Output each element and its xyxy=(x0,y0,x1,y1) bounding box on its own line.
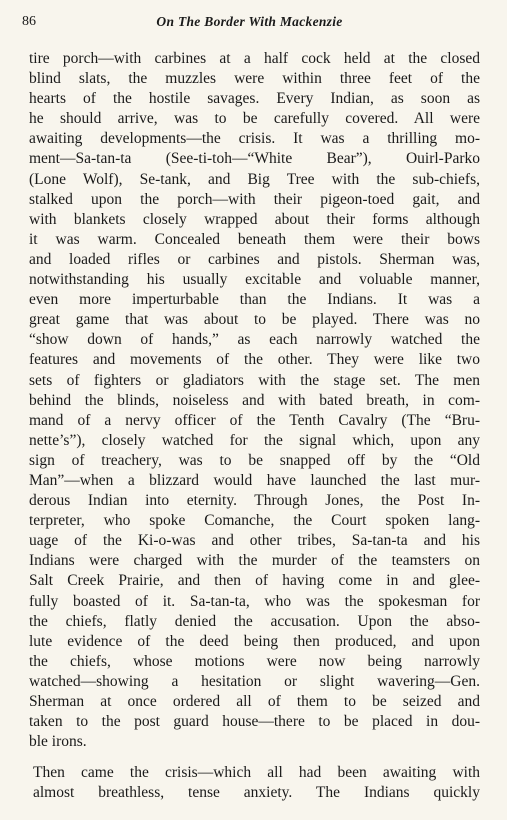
text-line: ment—Sa-tan-ta (See-ti-toh—“White Bear”), Ouirl-Parko xyxy=(29,150,480,168)
text-line: blind slats, the muzzles were within three feet of the xyxy=(29,70,480,88)
text-line: sign of treachery, was to be snapped off by the “Old xyxy=(29,451,480,469)
text-line: (Lone Wolf), Se-tank, and Big Tree with the sub-chiefs, xyxy=(29,170,480,188)
text-line: tire porch—with carbines at a half cock held at the closed xyxy=(29,50,480,67)
page-header xyxy=(22,14,477,34)
text-line: Then came the crisis—which all had been awaiting with xyxy=(33,764,480,782)
text-line: awaiting developments—the crisis. It was a thrilling mo- xyxy=(29,130,480,148)
text-line: Sherman at once ordered all of them to be seized and xyxy=(29,693,480,710)
text-line: Man”—when a blizzard would have launched the last mur- xyxy=(29,471,480,489)
text-line: fully boasted of it. Sa-tan-ta, who was the spokesman for xyxy=(29,592,480,610)
text-line: terpreter, who spoke Comanche, the Court spoken lang- xyxy=(29,512,480,530)
text-line: features and movements of the other. They were like two xyxy=(29,351,480,369)
text-line: with blankets closely wrapped about their forms although xyxy=(29,210,480,228)
text-line: great game that was about to be played. There was no xyxy=(29,311,480,329)
text-line: lute evidence of the deed being then produced, and upon xyxy=(29,632,480,650)
text-line: Indians were charged with the murder of the teamsters on xyxy=(29,552,480,570)
text-line: hearts of the hostile savages. Every Indian, as soon as xyxy=(29,90,480,108)
text-line: it was warm. Concealed beneath them were their bows xyxy=(29,230,480,248)
text-line: and loaded rifles or carbines and pistols. Sherman was, xyxy=(29,250,480,268)
text-line: watched—showing a hesitation or slight wavering—Gen. xyxy=(29,672,480,690)
text-line: mand of a nervy officer of the Tenth Cavalry (The “Bru- xyxy=(29,411,480,429)
text-line: he should arrive, was to be carefully covered. All were xyxy=(29,110,480,128)
text-line: taken to the post guard house—there to be placed in dou- xyxy=(29,713,480,731)
text-line: behind the blinds, noiseless and with bated breath, in com- xyxy=(29,391,480,409)
paragraph-2 xyxy=(29,763,480,803)
text-line: ble irons. xyxy=(29,733,87,751)
text-line: the chiefs, whose motions were now being narrowly xyxy=(29,652,480,670)
text-line: the chiefs, flatly denied the accusation. Upon the abso- xyxy=(29,612,480,630)
running-title: On The Border With Mackenzie xyxy=(156,14,343,29)
text-line: even more imperturbable than the Indians. It was a xyxy=(29,291,480,309)
text-line: uage of the Ki-o-was and other tribes, Sa-tan-ta and his xyxy=(29,532,480,550)
text-line: notwithstanding his usually excitable and voluable manner, xyxy=(29,271,480,289)
text-line: derous Indian into eternity. Through Jones, the Post In- xyxy=(29,492,480,510)
text-line: sets of fighters or gladiators with the stage set. The men xyxy=(29,371,480,389)
text-line: almost breathless, tense anxiety. The Indians quickly xyxy=(33,784,480,802)
text-line: Salt Creek Prairie, and then of having come in and glee- xyxy=(29,572,480,590)
page-number: 86 xyxy=(22,14,36,29)
paragraph-1 xyxy=(29,49,480,752)
text-line: nette’s”), closely watched for the signal which, upon any xyxy=(29,431,480,449)
text-line: “show down of hands,” as each narrowly watched the xyxy=(29,331,480,349)
text-line: stalked upon the porch—with their pigeon-toed gait, and xyxy=(29,190,480,208)
body-text xyxy=(29,49,480,803)
